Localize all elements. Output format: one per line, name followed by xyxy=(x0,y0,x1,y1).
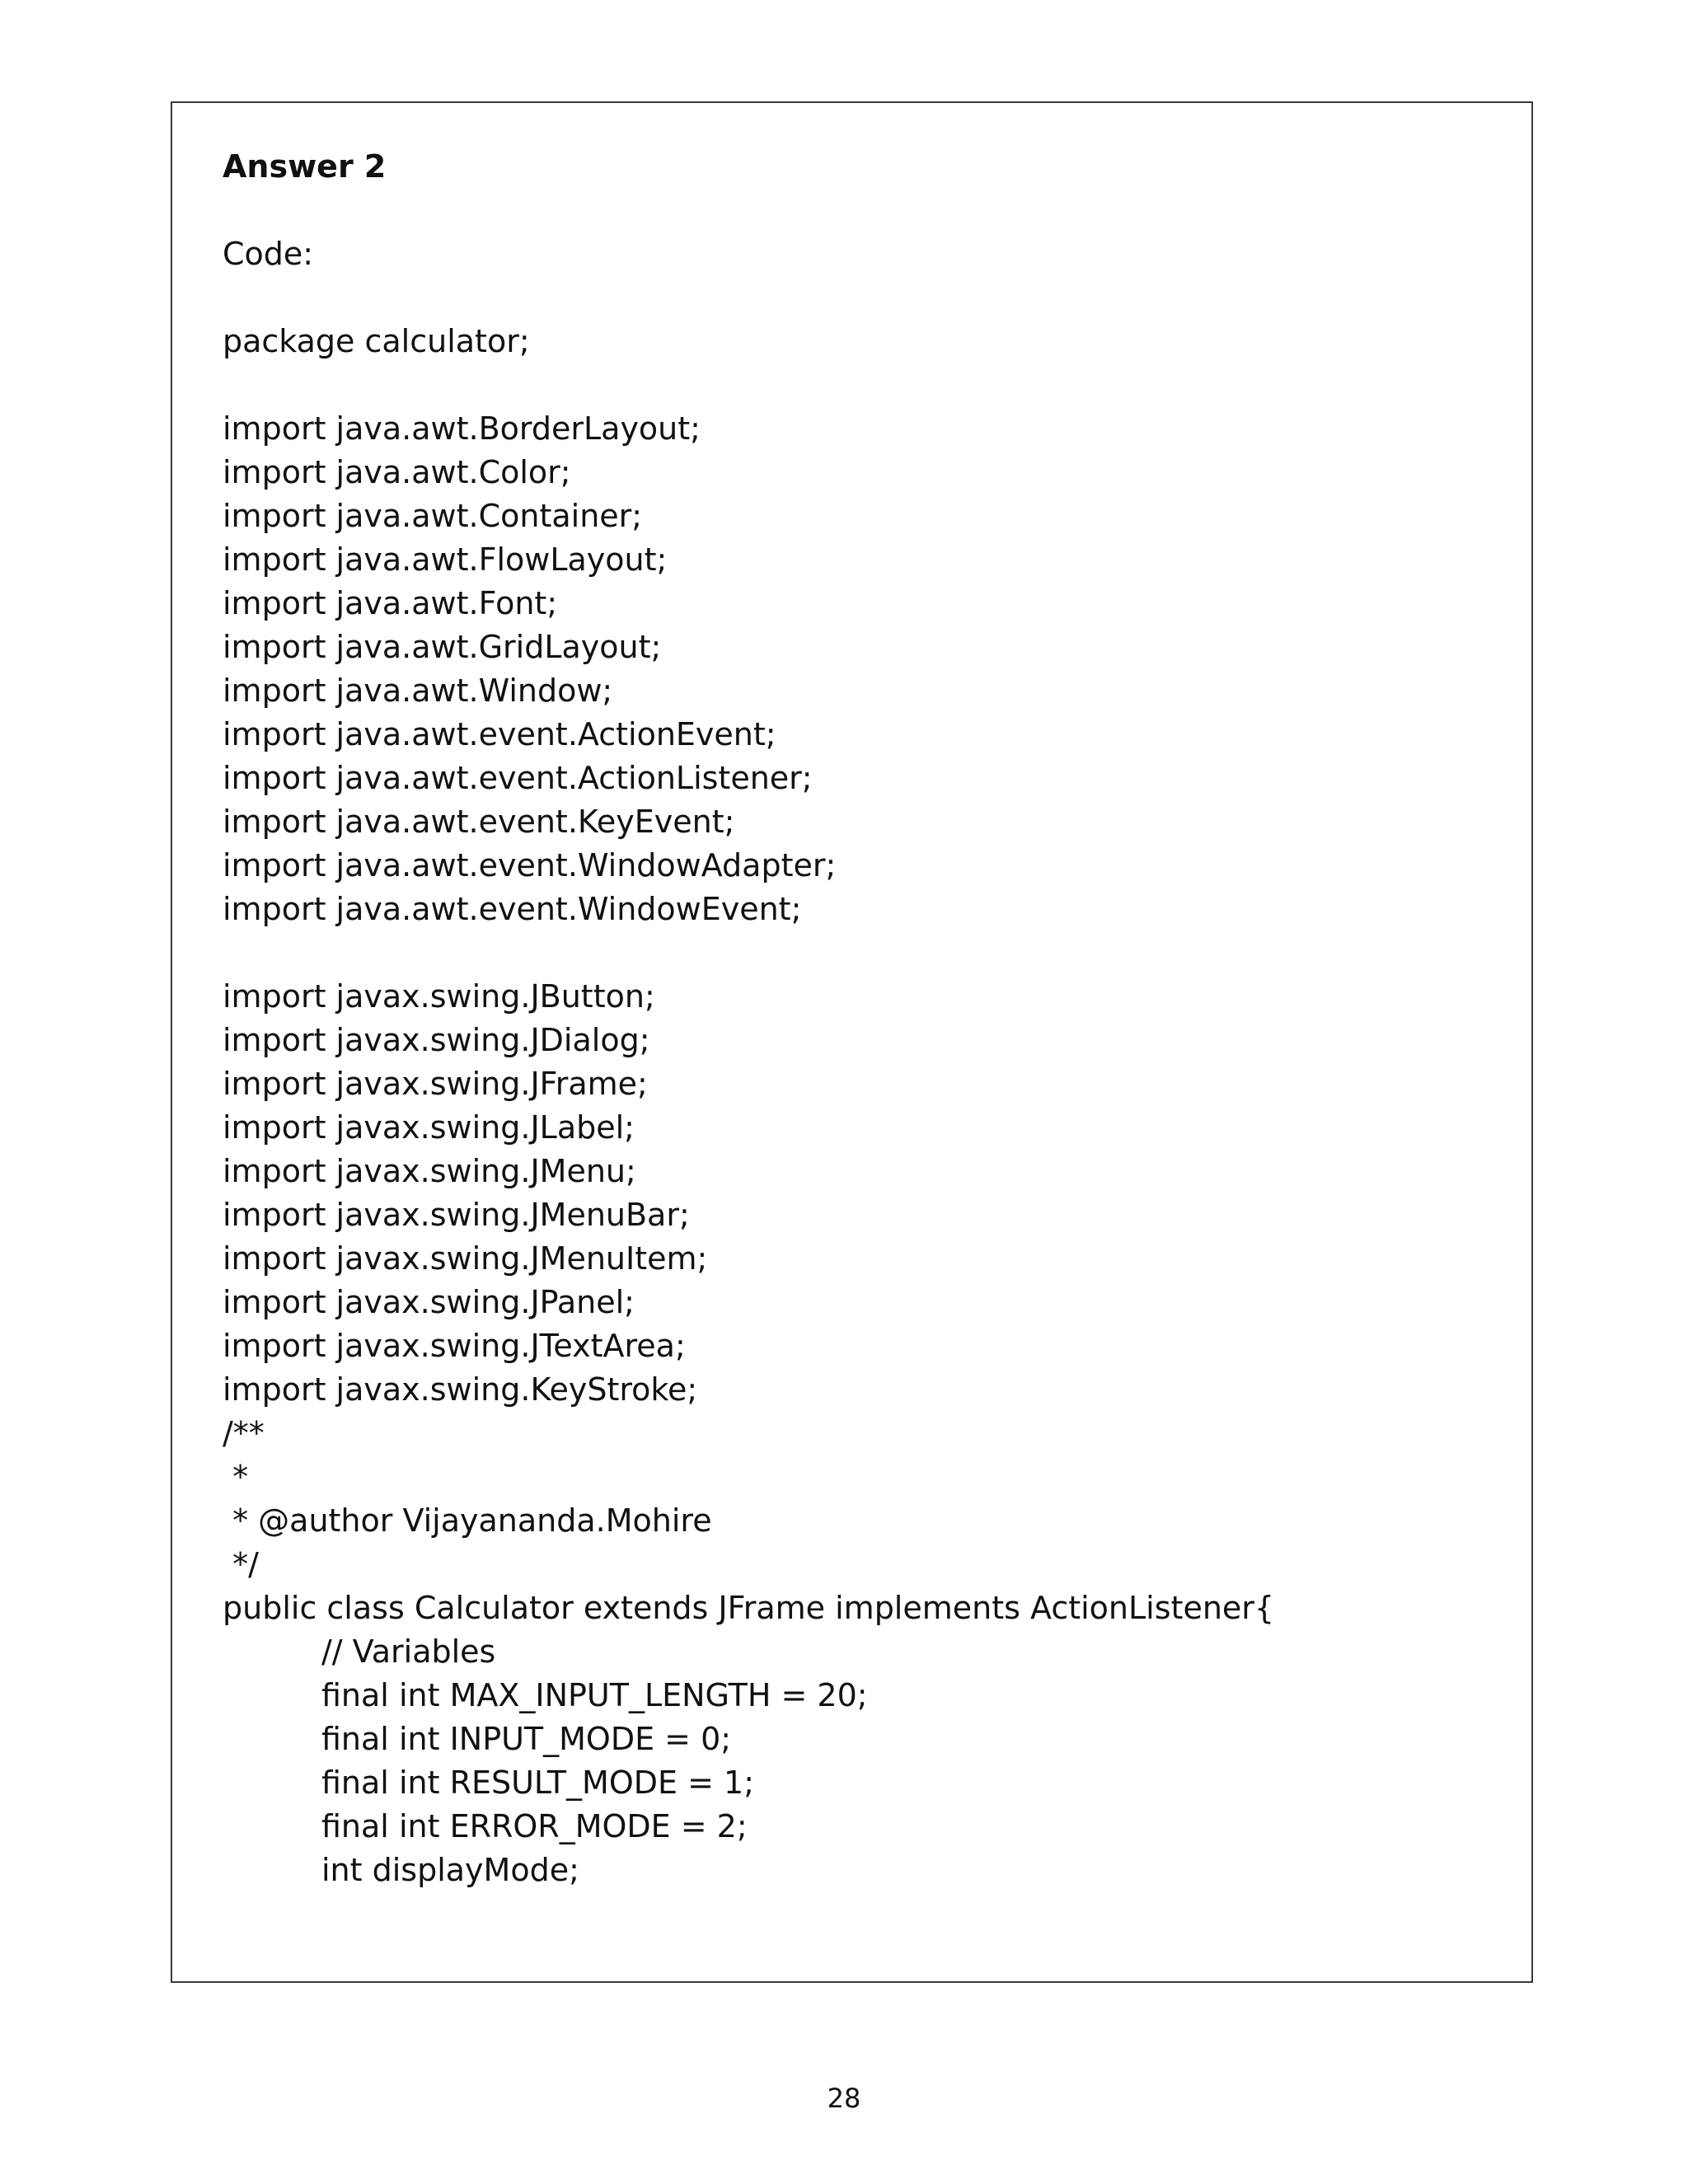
code-line: import java.awt.event.WindowEvent; xyxy=(223,891,802,927)
code-line: import javax.swing.JDialog; xyxy=(223,1022,650,1058)
swing-import-block xyxy=(223,975,1508,1412)
code-line: import java.awt.Font; xyxy=(223,585,558,621)
doc-comment-block xyxy=(223,1412,1508,1586)
code-line: import java.awt.event.WindowAdapter; xyxy=(223,847,837,883)
comment-line: */ xyxy=(223,1546,259,1582)
code-line: import javax.swing.JTextArea; xyxy=(223,1328,686,1364)
answer-content xyxy=(223,145,1508,1892)
code-line: import javax.swing.JLabel; xyxy=(223,1109,635,1146)
code-line: import java.awt.Container; xyxy=(223,498,643,534)
code-line: final int INPUT_MODE = 0; xyxy=(321,1721,732,1757)
code-line: import java.awt.Color; xyxy=(223,454,571,490)
class-body-block xyxy=(223,1630,1508,1892)
code-line: import javax.swing.JMenuItem; xyxy=(223,1240,708,1277)
package-line: package calculator; xyxy=(223,323,530,359)
code-line: import java.awt.event.ActionEvent; xyxy=(223,716,776,752)
code-line: import javax.swing.JPanel; xyxy=(223,1284,635,1320)
code-line: final int ERROR_MODE = 2; xyxy=(321,1808,748,1844)
code-label: Code: xyxy=(223,236,314,272)
code-line: int displayMode; xyxy=(321,1852,579,1888)
code-line: import java.awt.event.KeyEvent; xyxy=(223,804,735,840)
answer-heading: Answer 2 xyxy=(223,148,387,185)
code-line: import java.awt.event.ActionListener; xyxy=(223,760,813,796)
comment-line: /** xyxy=(223,1415,265,1451)
code-line: import javax.swing.JButton; xyxy=(223,978,655,1015)
code-line: import javax.swing.JFrame; xyxy=(223,1066,648,1102)
code-line: // Variables xyxy=(321,1633,496,1670)
code-line: import java.awt.Window; xyxy=(223,673,613,709)
code-line: import javax.swing.JMenu; xyxy=(223,1153,636,1189)
awt-import-block xyxy=(223,407,1508,931)
comment-line: * xyxy=(223,1459,249,1495)
code-line: import java.awt.GridLayout; xyxy=(223,629,662,665)
comment-line: * @author Vijayananda.Mohire xyxy=(223,1502,712,1539)
code-line: import javax.swing.KeyStroke; xyxy=(223,1371,698,1408)
class-declaration: public class Calculator extends JFrame implements ActionListener{ xyxy=(223,1590,1275,1626)
code-line: import java.awt.BorderLayout; xyxy=(223,410,701,447)
code-line: import javax.swing.JMenuBar; xyxy=(223,1197,690,1233)
code-line: final int MAX_INPUT_LENGTH = 20; xyxy=(321,1677,868,1713)
code-line: import java.awt.FlowLayout; xyxy=(223,541,668,578)
page-number: 28 xyxy=(827,2083,861,2114)
code-line: final int RESULT_MODE = 1; xyxy=(321,1765,755,1801)
